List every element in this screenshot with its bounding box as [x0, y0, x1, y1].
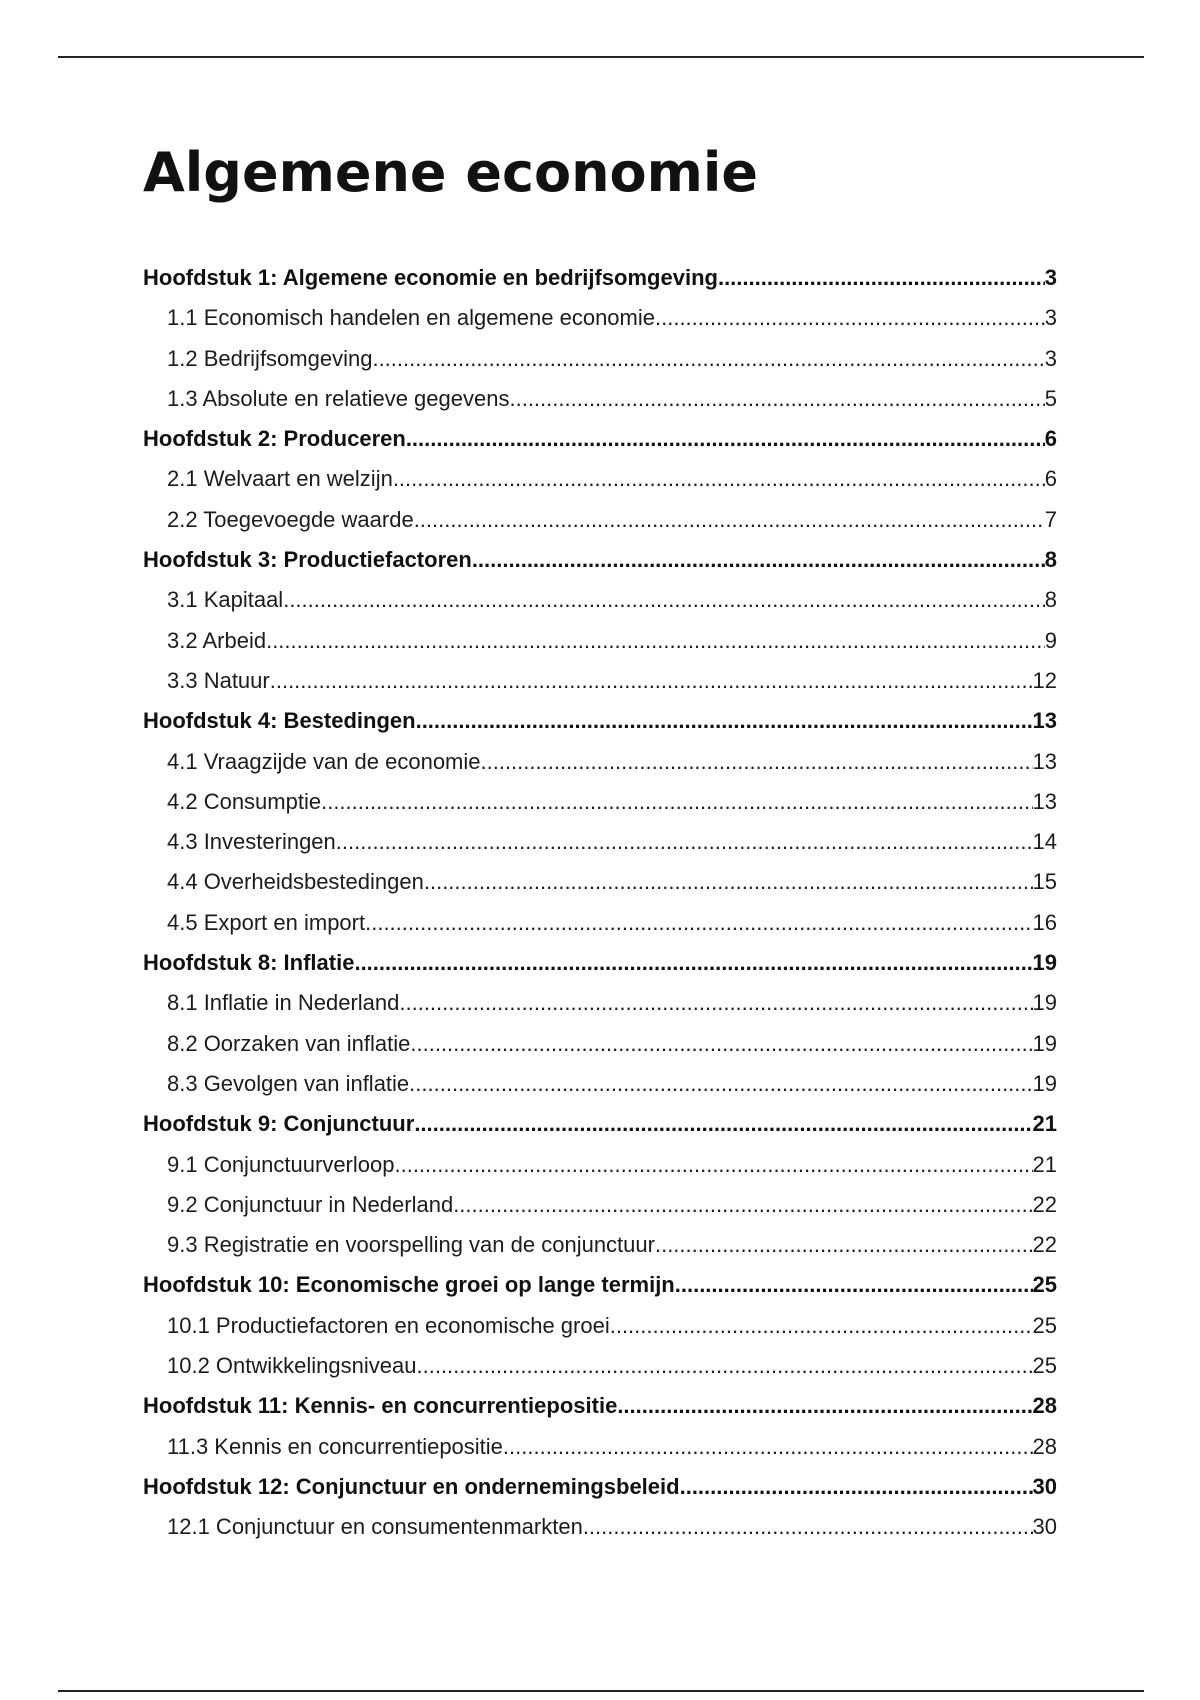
toc-dot-leader	[617, 1386, 1032, 1426]
toc-section-entry[interactable]	[143, 500, 1057, 540]
toc-chapter-entry[interactable]	[143, 1265, 1057, 1305]
toc-page-number: 25	[1032, 1353, 1057, 1379]
toc-dot-leader	[283, 580, 1045, 620]
toc-chapter-entry[interactable]	[143, 1467, 1057, 1507]
toc-page-number: 30	[1032, 1514, 1057, 1540]
toc-section-entry[interactable]	[143, 862, 1057, 902]
toc-entry-label: 9.2 Conjunctuur in Nederland	[167, 1191, 454, 1217]
toc-page-number: 13	[1032, 748, 1057, 774]
toc-entry-label: 4.1 Vraagzijde van de economie	[167, 748, 481, 774]
toc-dot-leader	[414, 500, 1045, 540]
toc-dot-leader	[321, 782, 1032, 822]
toc-dot-leader	[399, 983, 1032, 1023]
toc-dot-leader	[503, 1427, 1033, 1467]
toc-section-entry[interactable]	[143, 379, 1057, 419]
toc-section-entry[interactable]	[143, 1064, 1057, 1104]
toc-entry-label: Hoofdstuk 11: Kennis- en concurrentiepositie	[143, 1393, 618, 1419]
toc-page-number: 22	[1032, 1191, 1057, 1217]
toc-entry-label: 1.1 Economisch handelen en algemene economie	[167, 305, 655, 331]
document-title: Algemene economie	[143, 141, 759, 204]
toc-page-number: 3	[1044, 265, 1057, 290]
toc-page-number: 3	[1044, 345, 1057, 371]
toc-section-entry[interactable]	[143, 298, 1057, 338]
toc-entry-label: 4.4 Overheidsbestedingen	[167, 869, 424, 895]
toc-page-number: 8	[1044, 587, 1057, 613]
toc-page-number: 28	[1032, 1393, 1057, 1419]
toc-entry-label: 3.3 Natuur	[167, 667, 270, 693]
toc-dot-leader	[336, 822, 1033, 862]
toc-dot-leader	[394, 1145, 1032, 1185]
toc-section-entry[interactable]	[143, 742, 1057, 782]
toc-entry-label: Hoofdstuk 12: Conjunctuur en ondernemingsbeleid	[143, 1473, 680, 1499]
toc-entry-label: 3.2 Arbeid	[167, 627, 267, 653]
toc-page-number: 19	[1032, 1070, 1057, 1096]
toc-section-entry[interactable]	[143, 1306, 1057, 1346]
toc-section-entry[interactable]	[143, 782, 1057, 822]
toc-page-number: 28	[1032, 1433, 1057, 1459]
toc-dot-leader	[409, 1064, 1032, 1104]
toc-entry-label: Hoofdstuk 10: Economische groei op lange termijn	[143, 1272, 675, 1298]
toc-entry-label: 3.1 Kapitaal	[167, 587, 284, 613]
toc-dot-leader	[453, 1185, 1032, 1225]
toc-page-number: 6	[1044, 466, 1057, 492]
toc-page-number: 9	[1044, 627, 1057, 653]
toc-dot-leader	[365, 903, 1032, 943]
toc-dot-leader	[416, 701, 1033, 741]
toc-section-entry[interactable]	[143, 1225, 1057, 1265]
toc-entry-label: Hoofdstuk 3: Productiefactoren	[143, 547, 472, 573]
toc-section-entry[interactable]	[143, 1346, 1057, 1386]
toc-chapter-entry[interactable]	[143, 258, 1057, 298]
toc-page-number: 8	[1044, 547, 1057, 573]
footer-rule	[58, 1690, 1144, 1692]
toc-section-entry[interactable]	[143, 580, 1057, 620]
toc-section-entry[interactable]	[143, 903, 1057, 943]
toc-page-number: 21	[1032, 1151, 1057, 1177]
toc-section-entry[interactable]	[143, 822, 1057, 862]
toc-page-number: 13	[1032, 708, 1057, 734]
toc-entry-label: 1.3 Absolute en relatieve gegevens	[167, 385, 510, 411]
toc-page-number: 6	[1044, 426, 1057, 452]
toc-entry-label: 8.2 Oorzaken van inflatie	[167, 1030, 411, 1056]
toc-page-number: 22	[1032, 1232, 1057, 1258]
toc-page-number: 15	[1032, 869, 1057, 895]
toc-dot-leader	[583, 1507, 1033, 1547]
toc-page-number: 7	[1044, 506, 1057, 532]
toc-entry-label: 9.3 Registratie en voorspelling van de conjunctuur	[167, 1232, 655, 1258]
toc-entry-label: 12.1 Conjunctuur en consumentenmarkten	[167, 1514, 583, 1540]
toc-chapter-entry[interactable]	[143, 419, 1057, 459]
toc-entry-label: 4.3 Investeringen	[167, 829, 336, 855]
toc-chapter-entry[interactable]	[143, 1104, 1057, 1144]
toc-section-entry[interactable]	[143, 1145, 1057, 1185]
toc-page-number: 21	[1032, 1111, 1057, 1137]
toc-entry-label: 10.2 Ontwikkelingsniveau	[167, 1353, 417, 1379]
toc-entry-label: 10.1 Productiefactoren en economische groei	[167, 1312, 610, 1338]
toc-dot-leader	[416, 1346, 1032, 1386]
toc-page-number: 13	[1032, 788, 1057, 814]
toc-entry-label: Hoofdstuk 8: Inflatie	[143, 950, 355, 976]
toc-dot-leader	[655, 298, 1045, 338]
toc-section-entry[interactable]	[143, 661, 1057, 701]
header-rule	[58, 56, 1144, 58]
toc-entry-label: 11.3 Kennis en concurrentiepositie	[167, 1433, 503, 1459]
toc-dot-leader	[424, 862, 1033, 902]
toc-entry-label: 8.3 Gevolgen van inflatie	[167, 1070, 410, 1096]
toc-chapter-entry[interactable]	[143, 943, 1057, 983]
toc-page-number: 19	[1032, 1030, 1057, 1056]
toc-page-number: 5	[1044, 385, 1057, 411]
toc-entry-label: Hoofdstuk 1: Algemene economie en bedrijfsomgeving	[143, 265, 718, 290]
toc-entry-label: 1.2 Bedrijfsomgeving	[167, 345, 373, 371]
toc-dot-leader	[718, 258, 1045, 298]
toc-section-entry[interactable]	[143, 1507, 1057, 1547]
toc-page-number: 25	[1032, 1312, 1057, 1338]
toc-dot-leader	[372, 339, 1044, 379]
toc-section-entry[interactable]	[143, 1024, 1057, 1064]
toc-dot-leader	[393, 459, 1045, 499]
toc-chapter-entry[interactable]	[143, 701, 1057, 741]
toc-dot-leader	[406, 419, 1045, 459]
toc-entry-label: Hoofdstuk 9: Conjunctuur	[143, 1111, 415, 1137]
toc-section-entry[interactable]	[143, 983, 1057, 1023]
toc-page-number: 12	[1032, 667, 1057, 693]
toc-dot-leader	[270, 661, 1033, 701]
toc-dot-leader	[266, 621, 1045, 661]
toc-section-entry[interactable]	[143, 1427, 1057, 1467]
toc-dot-leader	[472, 540, 1045, 580]
toc-page-number: 30	[1032, 1473, 1057, 1499]
toc-dot-leader	[509, 379, 1044, 419]
toc-page-number: 25	[1032, 1272, 1057, 1298]
toc-page-number: 14	[1032, 829, 1057, 855]
toc-chapter-entry[interactable]	[143, 1386, 1057, 1426]
toc-section-entry[interactable]	[143, 459, 1057, 499]
toc-dot-leader	[481, 742, 1033, 782]
toc-entry-label: 8.1 Inflatie in Nederland	[167, 990, 400, 1016]
toc-section-entry[interactable]	[143, 339, 1057, 379]
toc-entry-label: 4.2 Consumptie	[167, 788, 322, 814]
toc-entry-label: 4.5 Export en import	[167, 909, 366, 935]
toc-entry-label: 2.2 Toegevoegde waarde	[167, 506, 414, 532]
toc-entry-label: Hoofdstuk 2: Produceren	[143, 426, 406, 452]
toc-page-number: 19	[1032, 990, 1057, 1016]
toc-dot-leader	[610, 1306, 1033, 1346]
toc-chapter-entry[interactable]	[143, 540, 1057, 580]
toc-entry-label: Hoofdstuk 4: Bestedingen	[143, 708, 416, 734]
toc-dot-leader	[675, 1265, 1033, 1305]
toc-dot-leader	[655, 1225, 1033, 1265]
toc-section-entry[interactable]	[143, 1185, 1057, 1225]
toc-section-entry[interactable]	[143, 621, 1057, 661]
toc-dot-leader	[680, 1467, 1033, 1507]
table-of-contents	[143, 258, 1057, 1548]
toc-page-number: 19	[1032, 950, 1057, 976]
toc-dot-leader	[410, 1024, 1032, 1064]
toc-entry-label: 9.1 Conjunctuurverloop	[167, 1151, 395, 1177]
toc-page-number: 3	[1044, 305, 1057, 331]
toc-dot-leader	[354, 943, 1032, 983]
toc-entry-label: 2.1 Welvaart en welzijn	[167, 466, 393, 492]
toc-page-number: 16	[1032, 909, 1057, 935]
toc-dot-leader	[414, 1104, 1032, 1144]
